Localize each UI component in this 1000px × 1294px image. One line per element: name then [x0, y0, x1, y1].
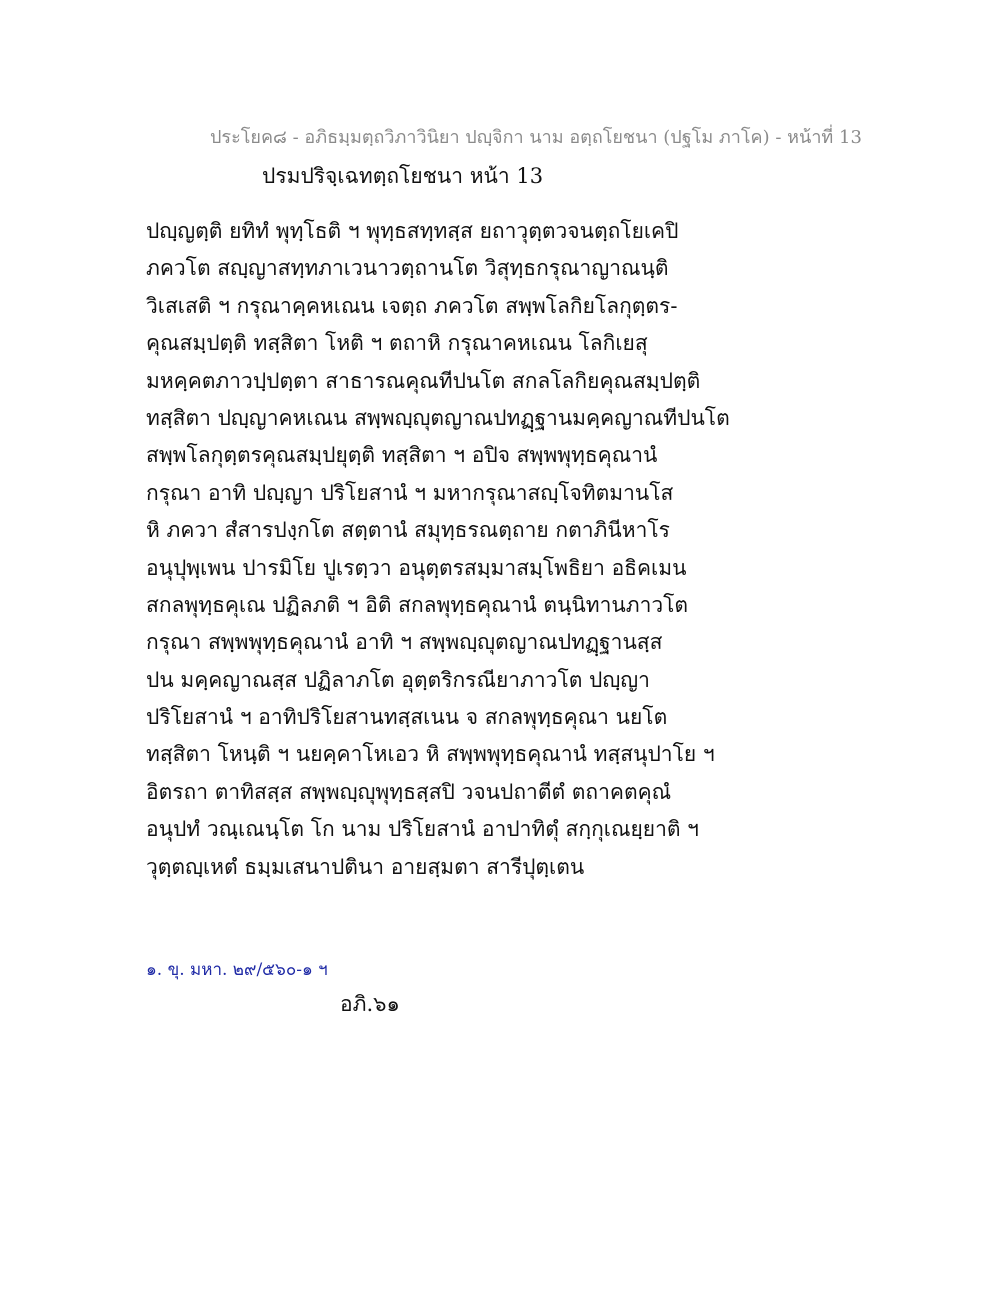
text-line: มหคฺคตภาวปฺปตฺตา สาธารณคุณทีปนโต สกลโลกิยคุณสมฺปตฺติ — [146, 368, 701, 393]
text-line: สพฺพโลกุตฺตรคุณสมฺปยุตฺติ ทสฺสิตา ฯ อปิจ สพฺพพุทฺธคุณานํ — [146, 443, 658, 468]
text-line: ปน มคฺคญาณสฺส ปฏิลาภโต อุตฺตริกรณียาภาวโต ปญฺญา — [146, 667, 650, 692]
text-line: กรุณา สพฺพพุทฺธคุณานํ อาทิ ฯ สพฺพญฺญุตญาณปทฏฺฐานสฺส — [146, 630, 663, 655]
text-line: ปญฺญตฺติ ยทิทํ พุทฺโธติ ฯ พุทฺธสทฺทสฺส ยถาวุตฺตวจนตฺถโยเคปิ — [146, 219, 679, 243]
text-line: หิ ภควา สํสารปงฺกโต สตฺตานํ สมุทฺธรณตฺถาย กตาภินีหาโร — [146, 518, 670, 543]
text-line: กรุณา อาทิ ปญฺญา ปริโยสานํ ฯ มหากรุณาสญฺโจทิตมานโส — [146, 480, 674, 505]
text-line: วิเสเสติ ฯ กรุณาคฺคหเณน เจตฺถ ภควโต สพฺพโลกิยโลกุตฺตร- — [146, 293, 678, 318]
text-line: อนุปุพฺเพน ปารมิโย ปูเรตฺวา อนุตฺตรสมฺมาสมฺโพธิยา อธิคเมน — [146, 555, 687, 580]
text-line: อนุปทํ วณฺเณนฺโต โก นาม ปริโยสานํ อาปาทิตุํ สกฺกุเณยฺยาติ ฯ — [146, 817, 699, 842]
running-header: ประโยค๘ - อภิธมฺมตฺถวิภาวินิยา ปญฺจิกา นาม อตฺถโยชนา (ปฐโม ภาโค) - หน้าที่ 13 — [210, 127, 862, 148]
text-line: ทสฺสิตา ปญฺญาคหเณน สพฺพญฺญุตญาณปทฏฺฐานมคฺคญาณทีปนโต — [146, 405, 730, 430]
text-line: คุณสมฺปตฺติ ทสฺสิตา โหติ ฯ ตถาหิ กรุณาคหเณน โลกิเยสุ — [146, 331, 648, 356]
text-line: ปริโยสานํ ฯ อาทิปริโยสานทสฺสเนน จ สกลพุทฺธคุณา นยโต — [146, 705, 668, 730]
text-line: สกลพุทฺธคุเณ ปฏิลภติ ฯ อิติ สกลพุทฺธคุณานํ ตนฺนิทานภาวโต — [146, 592, 689, 617]
text-line: อิตรถา ตาทิสสฺส สพฺพญฺญุพุทฺธสฺสปิ วจนปถาตีตํ ตถาคตคุณํ — [146, 779, 672, 804]
section-title: ปรมปริจฺเฉทตฺถโยชนา หน้า 13 — [262, 164, 544, 188]
text-line: วุตฺตญฺเหตํ ธมฺมเสนาปตินา อายสฺมตา สารีปุตฺเตน — [146, 854, 585, 879]
text-line: ทสฺสิตา โหนฺติ ฯ นยคฺคาโหเอว หิ สพฺพพุทฺธคุณานํ ทสฺสนุปาโย ฯ — [146, 742, 715, 767]
body-text — [146, 213, 846, 886]
page-reference: อภิ.๖๑ — [340, 992, 400, 1016]
text-line: ภควโต สญฺญาสทฺทภาเวนาวตฺถานโต วิสุทฺธกรุณาญาณนฺติ — [146, 256, 669, 281]
footnote: ๑. ขุ. มหา. ๒๙/๕๖๐-๑ ฯ — [146, 960, 328, 980]
